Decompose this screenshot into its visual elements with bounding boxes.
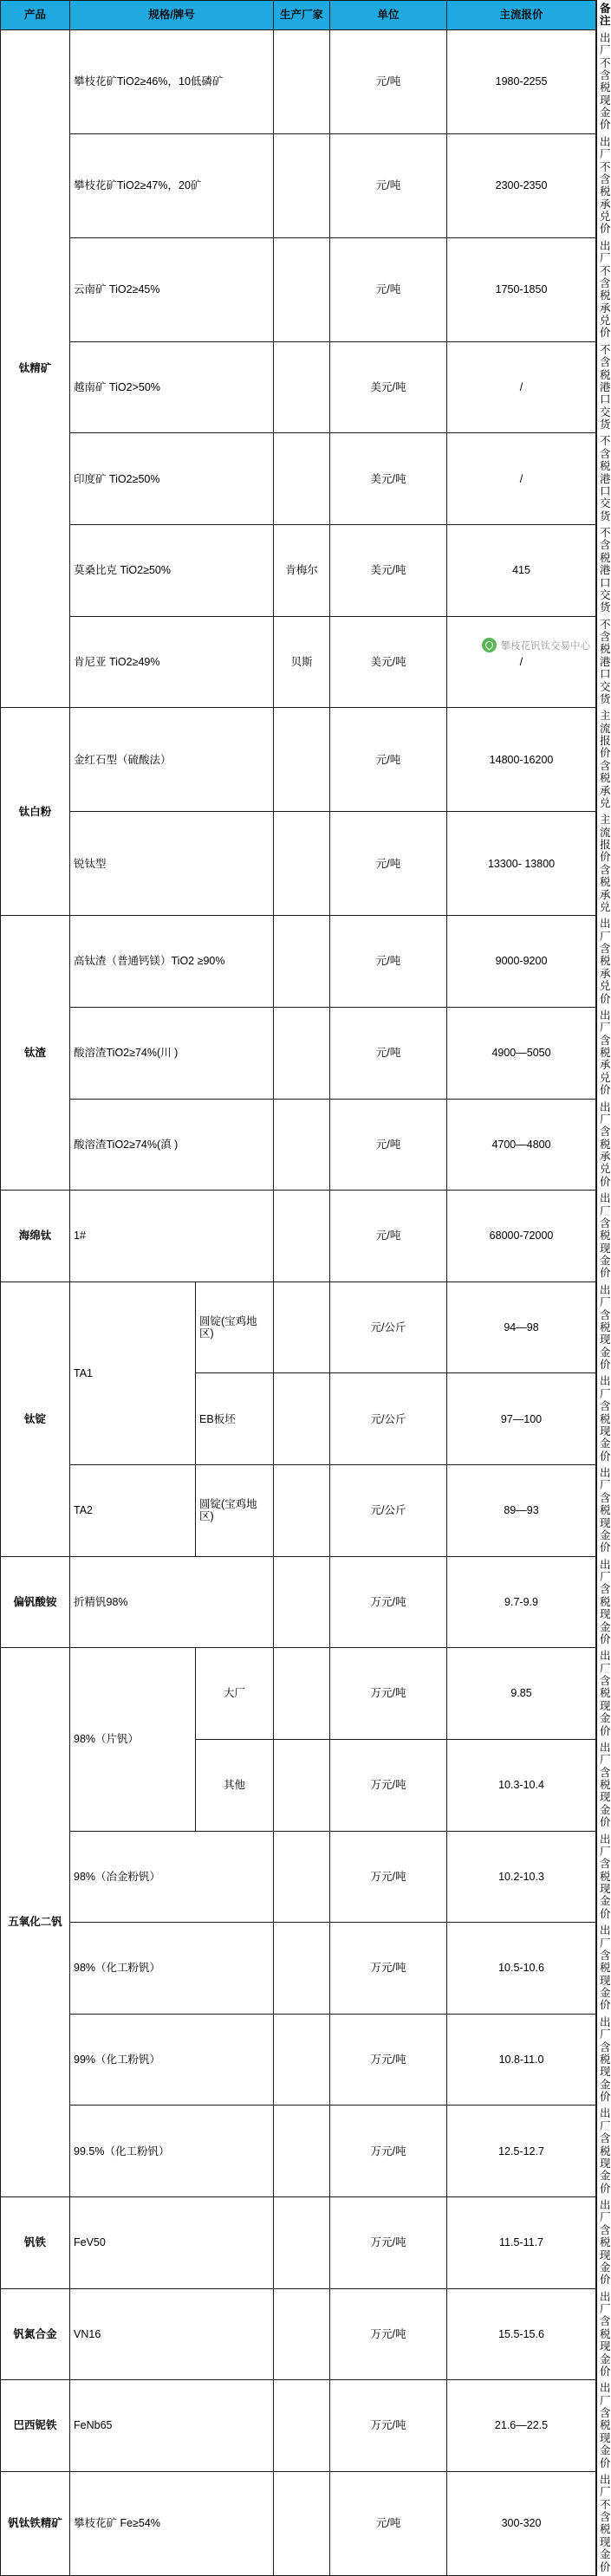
remark-cell: 出厂 不含税现金价 (600, 31, 611, 132)
column-header-remark: 备注 (600, 3, 611, 28)
price-cell: 11.5-11.7 (447, 2197, 596, 2289)
unit-cell: 万元/吨 (330, 1556, 447, 1648)
manufacturer-cell (274, 341, 330, 433)
remark-cell: 出厂含税现金价 (600, 1650, 611, 1737)
remark-cell: 出厂含税现金价 (600, 1833, 611, 1920)
remark-cell: 出厂 含税承兑价 (600, 1009, 611, 1097)
price-cell: 15.5-15.6 (447, 2288, 596, 2380)
manufacturer-cell (274, 2288, 330, 2380)
header-row (1, 1, 597, 30)
table-row (1, 2014, 597, 2106)
manufacturer-cell (274, 2471, 330, 2575)
product-category-cell: 海绵钛 (1, 1191, 70, 1282)
spec-sub-cell: 圆锭(宝鸡地区) (196, 1465, 274, 1557)
remark-cell: 不含税港口交货 (600, 527, 611, 614)
table-header (1, 1, 611, 30)
manufacturer-cell (274, 1556, 330, 1648)
remark-cell: 出厂 含税承兑价 (600, 1100, 611, 1188)
table-row (1, 1099, 597, 1191)
remark-cell: 不含税港口交货 (600, 343, 611, 431)
spec-cell: 攀枝花矿TiO2≥46%，10低磷矿 (70, 29, 274, 133)
price-cell: 4900—5050 (447, 1007, 596, 1099)
unit-cell: 元/公斤 (330, 1282, 447, 1373)
product-category-cell: 五氧化二钒 (1, 1648, 70, 2197)
manufacturer-cell (274, 1373, 330, 1465)
unit-cell: 元/吨 (330, 2471, 447, 2575)
unit-cell: 美元/吨 (330, 616, 447, 708)
remark-cell: 出厂含税现金价 (600, 1924, 611, 2012)
table-row (1, 2106, 597, 2197)
manufacturer-cell (274, 916, 330, 1008)
product-category-cell: 钒钛铁精矿 (1, 2471, 70, 2575)
unit-cell: 万元/吨 (330, 1648, 447, 1740)
manufacturer-cell (274, 2014, 330, 2106)
column-header-unit: 单位 (330, 1, 447, 30)
unit-cell: 万元/吨 (330, 1831, 447, 1923)
table-row (1, 708, 597, 812)
price-cell: 10.3-10.4 (447, 1739, 596, 1831)
price-cell: 68000-72000 (447, 1191, 596, 1282)
price-cell: 4700—4800 (447, 1099, 596, 1191)
watermark (482, 638, 591, 652)
price-cell: 10.5-10.6 (447, 1923, 596, 2015)
spec-cell: 越南矿 TiO2>50% (70, 341, 274, 433)
manufacturer-cell (274, 1831, 330, 1923)
table-row (1, 1465, 597, 1557)
table-row (1, 237, 597, 341)
remark-cell: 出厂含税现金价 (600, 1467, 611, 1554)
spec-sub-cell: 圆锭(宝鸡地区) (196, 1282, 274, 1373)
spec-sub-cell: 大厂 (196, 1648, 274, 1740)
unit-cell: 元/吨 (330, 916, 447, 1008)
remark-cell: 出厂含税现金价 (600, 1558, 611, 1645)
spec-cell: 99%（化工粉钒） (70, 2014, 274, 2106)
price-cell: 21.6—22.5 (447, 2380, 596, 2472)
manufacturer-cell (274, 1099, 330, 1191)
table-row (1, 29, 597, 133)
column-header-price: 主流报价 (447, 1, 596, 30)
price-cell: / (447, 341, 596, 433)
leaf-icon (482, 638, 497, 652)
price-cell: / (447, 616, 596, 708)
table-row (1, 812, 597, 916)
price-cell: 1750-1850 (447, 237, 596, 341)
table-row (1, 1831, 597, 1923)
table-row (1, 916, 597, 1008)
column-header-manufacturer: 生产厂家 (274, 1, 330, 30)
unit-cell: 万元/吨 (330, 1739, 447, 1831)
remark-cell: 主流报价含税承兑 (600, 814, 611, 913)
unit-cell: 美元/吨 (330, 433, 447, 525)
spec-cell: 攀枝花矿TiO2≥47%，20矿 (70, 133, 274, 237)
table-row (1, 1007, 597, 1099)
table-row (1, 616, 597, 708)
unit-cell: 元/吨 (330, 29, 447, 133)
remark-cell: 出厂含税现金价 (600, 2290, 611, 2378)
table-row (1, 525, 597, 617)
product-category-cell: 巴西铌铁 (1, 2380, 70, 2472)
remark-cell: 不含税港口交货 (600, 618, 611, 705)
spec-cell: 攀枝花矿 Fe≥54% (70, 2471, 274, 2575)
spec-cell: 酸溶渣TiO2≥74%(滇 ) (70, 1099, 274, 1191)
manufacturer-cell: 肯梅尔 (274, 525, 330, 617)
remark-cell: 出厂含税现金价 (600, 1375, 611, 1463)
manufacturer-cell (274, 2380, 330, 2472)
product-category-cell: 钒氮合金 (1, 2288, 70, 2380)
spec-cell: 98%（片钒） (70, 1648, 196, 1831)
table-row (1, 2471, 597, 2575)
remark-cell: 出厂 含税现金价 (600, 2382, 611, 2469)
column-header-product: 产品 (1, 1, 70, 30)
price-cell: 9.85 (447, 1648, 596, 1740)
remark-cell: 出厂含税现金价 (600, 2107, 611, 2195)
spec-cell: 金红石型（硫酸法） (70, 708, 274, 812)
unit-cell: 元/吨 (330, 1007, 447, 1099)
unit-cell: 元/吨 (330, 1099, 447, 1191)
remark-cell: 出厂 含税承兑价 (600, 918, 611, 1005)
spec-sub-cell: 其他 (196, 1739, 274, 1831)
price-cell: 1980-2255 (447, 29, 596, 133)
remark-cell: 不含税港口交货 (600, 435, 611, 522)
unit-cell: 美元/吨 (330, 525, 447, 617)
product-category-cell: 钛渣 (1, 916, 70, 1191)
spec-cell: VN16 (70, 2288, 274, 2380)
manufacturer-cell (274, 29, 330, 133)
table-row (1, 341, 597, 433)
price-cell: 14800-16200 (447, 708, 596, 812)
table-row (1, 2197, 597, 2289)
unit-cell: 元/吨 (330, 1191, 447, 1282)
price-cell: 2300-2350 (447, 133, 596, 237)
spec-cell: 98%（冶金粉钒） (70, 1831, 274, 1923)
manufacturer-cell (274, 1465, 330, 1557)
price-cell: 10.2-10.3 (447, 1831, 596, 1923)
remark-cell: 出厂含税现金价 (600, 1741, 611, 1829)
watermark-text: 攀枝花钒钛交易中心 (500, 640, 590, 652)
spec-cell: 肯尼亚 TiO2≥49% (70, 616, 274, 708)
spec-cell: 莫桑比克 TiO2≥50% (70, 525, 274, 617)
spec-cell: 折精钒98% (70, 1556, 274, 1648)
unit-cell: 万元/吨 (330, 2380, 447, 2472)
price-cell: 94—98 (447, 1282, 596, 1373)
unit-cell: 万元/吨 (330, 2014, 447, 2106)
unit-cell: 元/公斤 (330, 1465, 447, 1557)
remark-cell: 出厂 不含税现金价 (600, 2473, 611, 2573)
price-cell: 13300- 13800 (447, 812, 596, 916)
spec-cell: 98%（化工粉钒） (70, 1923, 274, 2015)
manufacturer-cell (274, 1007, 330, 1099)
spec-cell: 99.5%（化工粉钒） (70, 2106, 274, 2197)
manufacturer-cell (274, 1739, 330, 1831)
product-category-cell: 偏钒酸铵 (1, 1556, 70, 1648)
manufacturer-cell (274, 708, 330, 812)
unit-cell: 元/吨 (330, 133, 447, 237)
unit-cell: 元/吨 (330, 708, 447, 812)
spec-cell: 酸溶渣TiO2≥74%(川 ) (70, 1007, 274, 1099)
price-cell: 9000-9200 (447, 916, 596, 1008)
product-category-cell: 钛精矿 (1, 29, 70, 708)
table-row (1, 2380, 597, 2472)
unit-cell: 元/吨 (330, 812, 447, 916)
price-cell: 300-320 (447, 2471, 596, 2575)
table-row (1, 2288, 597, 2380)
spec-cell: 印度矿 TiO2≥50% (70, 433, 274, 525)
remark-cell: 出厂 含税现金价 (600, 1192, 611, 1280)
unit-cell: 万元/吨 (330, 1923, 447, 2015)
unit-cell: 元/公斤 (330, 1373, 447, 1465)
product-category-cell: 钒铁 (1, 2197, 70, 2289)
table-body (1, 29, 611, 2575)
table-row (1, 1648, 597, 1740)
spec-sub-cell: EB板坯 (196, 1373, 274, 1465)
product-category-cell: 钛锭 (1, 1282, 70, 1556)
remark-cell: 出厂含税现金价 (600, 2015, 611, 2103)
manufacturer-cell (274, 1191, 330, 1282)
spec-cell: TA2 (70, 1465, 196, 1557)
manufacturer-cell (274, 2106, 330, 2197)
unit-cell: 万元/吨 (330, 2106, 447, 2197)
table-row (1, 1923, 597, 2015)
spec-cell: TA1 (70, 1282, 196, 1464)
manufacturer-cell (274, 237, 330, 341)
unit-cell: 美元/吨 (330, 341, 447, 433)
table-row (1, 1282, 597, 1373)
remark-cell: 出厂含税现金价 (600, 1283, 611, 1371)
spec-cell: 1# (70, 1191, 274, 1282)
table-row (1, 1556, 597, 1648)
price-cell: 10.8-11.0 (447, 2014, 596, 2106)
remark-cell: 主流报价含税承兑 (600, 710, 611, 809)
table-row (1, 433, 597, 525)
spec-cell: FeNb65 (70, 2380, 274, 2472)
manufacturer-cell (274, 133, 330, 237)
manufacturer-cell (274, 2197, 330, 2289)
price-cell: 12.5-12.7 (447, 2106, 596, 2197)
manufacturer-cell (274, 812, 330, 916)
product-category-cell: 钛白粉 (1, 708, 70, 916)
price-cell: 9.7-9.9 (447, 1556, 596, 1648)
unit-cell: 元/吨 (330, 237, 447, 341)
table-row (1, 133, 597, 237)
manufacturer-cell (274, 1282, 330, 1373)
price-cell: 97—100 (447, 1373, 596, 1465)
spec-cell: 云南矿 TiO2≥45% (70, 237, 274, 341)
price-cell: 89—93 (447, 1465, 596, 1557)
manufacturer-cell (274, 433, 330, 525)
manufacturer-cell: 贝斯 (274, 616, 330, 708)
manufacturer-cell (274, 1648, 330, 1740)
price-cell: 415 (447, 525, 596, 617)
price-cell: / (447, 433, 596, 525)
remark-cell: 出厂不含税承兑价 (600, 135, 611, 236)
remark-cell: 出厂含税现金价 (600, 2199, 611, 2287)
column-header-spec: 规格/牌号 (70, 1, 274, 30)
spec-cell: 高钛渣（普通钙镁）TiO2 ≥90% (70, 916, 274, 1008)
table-row (1, 1191, 597, 1282)
remark-cell: 出厂不含税承兑价 (600, 239, 611, 340)
unit-cell: 万元/吨 (330, 2288, 447, 2380)
spec-cell: FeV50 (70, 2197, 274, 2289)
spec-cell: 锐钛型 (70, 812, 274, 916)
manufacturer-cell (274, 1923, 330, 2015)
unit-cell: 万元/吨 (330, 2197, 447, 2289)
